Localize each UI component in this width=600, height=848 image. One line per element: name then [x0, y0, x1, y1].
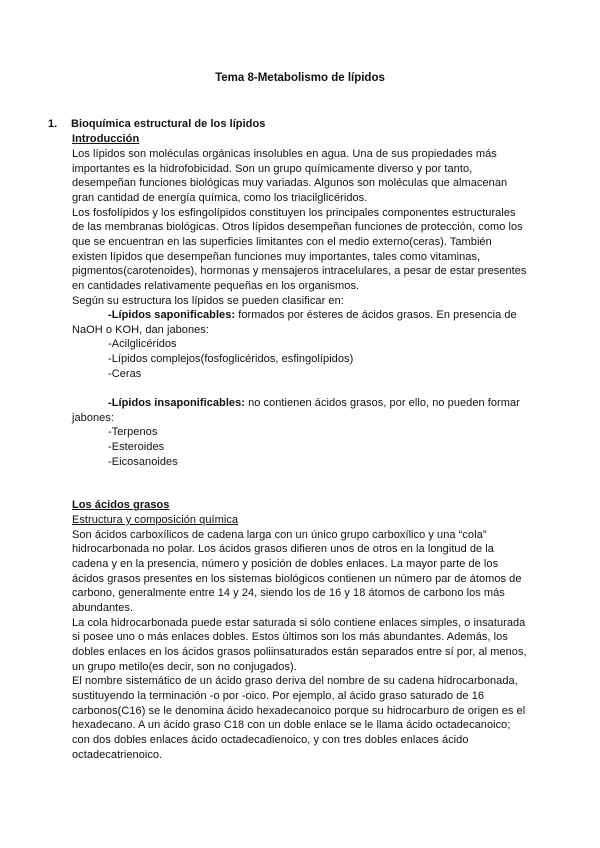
paragraph-line: dobles enlaces en los ácidos grasos poliinsaturados están separados entre sí por, al menos, [72, 646, 527, 658]
subheading-introduccion: Introducción [72, 133, 140, 145]
paragraph-line: octadecatrienoico. [72, 749, 163, 761]
paragraph-line: El nombre sistemático de un ácido graso deriva del nombre de su cadena hidrocarbonada, [72, 675, 518, 687]
paragraph-line: existen lípidos que desempeñan funciones muy importantes, tales como vitaminas, [72, 251, 481, 263]
paragraph-line: carbonos(C16) se le denomina ácido hexadecanoico porque su hidrocarburo de origen es el [72, 705, 526, 717]
paragraph-line: en cantidades relativamente pequeñas en los organismos. [72, 280, 360, 292]
page-title: Tema 8-Metabolismo de lípidos [215, 72, 385, 84]
subheading-estructura: Estructura y composición química [72, 514, 239, 526]
saponificables-line: -Lípidos saponificables: formados por ésteres de ácidos grasos. En presencia de [108, 309, 517, 321]
paragraph-line: Son ácidos carboxílicos de cadena larga con un único grupo carboxílico y una “cola” [72, 529, 487, 541]
insaponificables-line: -Lípidos insaponificables: no contienen ácidos grasos, por ello, no pueden formar [108, 397, 520, 409]
list-item: -Acilglicéridos [108, 338, 177, 350]
paragraph-line: desempeñan funciones biológicas muy variadas. Algunos son moléculas que almacenan [72, 177, 508, 189]
paragraph-line: Según su estructura los lípidos se pueden clasificar en: [72, 295, 344, 307]
section-heading-acidos-grasos: Los ácidos grasos [72, 499, 170, 511]
section-heading-1: 1. Bioquímica estructural de los lípidos [48, 118, 266, 130]
paragraph-line: Los lípidos son moléculas orgánicas insolubles en agua. Una de sus propiedades más [72, 148, 497, 160]
paragraph-line: ácidos grasos presentes en los sistemas biológicos contienen un número par de átomos de [72, 573, 522, 585]
paragraph-line: de las membranas biológicas. Otros lípidos desempeñan funciones de protección, como los [72, 221, 523, 233]
paragraph-line: con dos dobles enlaces ácido octadecadienoico, y con tres dobles enlaces ácido [72, 734, 469, 746]
list-item: -Ceras [108, 368, 142, 380]
paragraph-line: cadena y en la presencia, número y posición de dobles enlaces. La mayor parte de los [72, 558, 499, 570]
paragraph-line: La cola hidrocarbonada puede estar saturada si sólo contiene enlaces simples, o insaturada [72, 617, 526, 629]
paragraph-line: que se encuentran en las superficies limitantes con el medio externo(ceras). También [72, 236, 492, 248]
list-item: -Esteroides [108, 441, 165, 453]
paragraph-line: hidrocarbonada no polar. Los ácidos grasos difieren unos de otros en la longitud de la [72, 543, 494, 555]
paragraph-line: NaOH o KOH, dan jabones: [72, 324, 209, 336]
paragraph-line: abundantes. [72, 602, 134, 614]
paragraph-line: pigmentos(carotenoides), hormonas y mensajeros intracelulares, a pesar de estar presentes [72, 265, 527, 277]
paragraph-line: jabones: [72, 412, 114, 424]
paragraph-line: importantes es la hidrofobicidad. Son un grupo químicamente diverso y por tanto, [72, 163, 473, 175]
paragraph-line: sustituyendo la terminación -o por -oico. Por ejemplo, al ácido graso saturado de 16 [72, 690, 485, 702]
paragraph-line: gran cantidad de energía química, como los triacilglicéridos. [72, 192, 368, 204]
insaponificables-label: -Lípidos insaponificables: [108, 397, 245, 409]
paragraph-line: Los fosfolípidos y los esfingolípidos constituyen los principales componentes estructurales [72, 207, 516, 219]
saponificables-label: -Lípidos saponificables: [108, 309, 236, 321]
list-item: -Lípidos complejos(fosfoglicéridos, esfingolípidos) [108, 353, 354, 365]
paragraph-line: si posee uno o más enlaces dobles. Estos últimos son los más abundantes. Además, los [72, 631, 508, 643]
list-item: -Terpenos [108, 426, 158, 438]
paragraph-line: un grupo metilo(es decir, son no conjugados). [72, 661, 297, 673]
paragraph-line: carbono, generalmente entre 14 y 24, siendo los de 16 y 18 átomos de carbono los más [72, 587, 505, 599]
paragraph-line: hexadecano. A un ácido graso C18 con un doble enlace se le llama ácido octadecanoico; [72, 719, 511, 731]
list-item: -Eicosanoides [108, 456, 178, 468]
